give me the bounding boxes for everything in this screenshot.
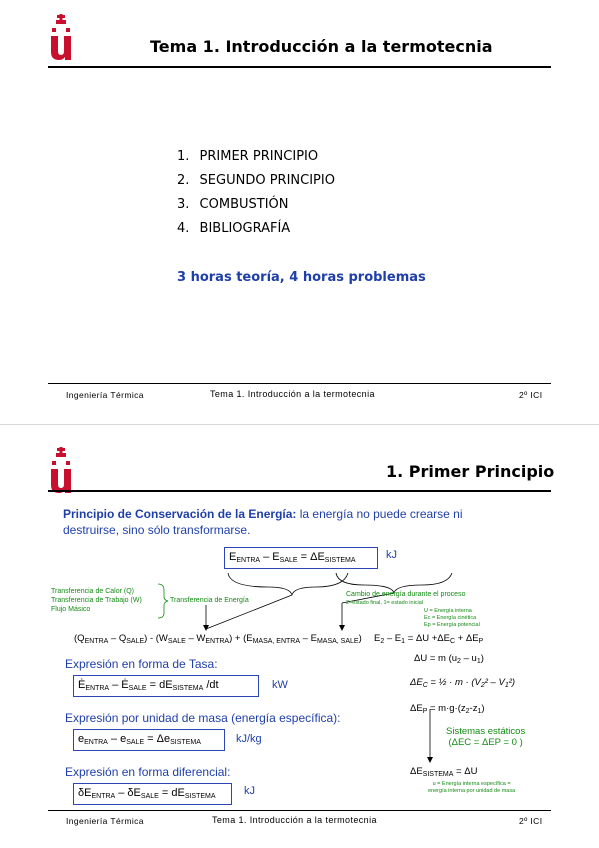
- rate-unit-label: kW: [272, 679, 288, 691]
- footer-rule: [48, 810, 551, 811]
- mass-unit-label: kJ/kg: [236, 733, 262, 745]
- principle-line-1: Principio de Conservación de la Energía: la energía no puede crearse ni: [63, 507, 463, 521]
- university-logo-icon: [48, 14, 74, 60]
- list-item: [177, 197, 289, 212]
- footer-left: Ingeniería Térmica: [66, 816, 144, 826]
- mass-form-label: Expresión por unidad de masa (energía específica):: [65, 711, 341, 725]
- list-item: [177, 149, 318, 164]
- delta-ec-equation: $\Delta E_C$ = ½ · $m \cdot (V_2^2 - V_1^2)$: [410, 677, 516, 689]
- header-rule: [48, 66, 551, 68]
- unit-label: kJ: [386, 549, 397, 561]
- delta-ep-equation: $\Delta E_P = m\cdot g\cdot(z_2-z_1)$: [410, 703, 485, 715]
- transfer-energy-label: Transferencia de Energía: [170, 597, 249, 604]
- slide-2: [0, 424, 599, 848]
- slide-1: [0, 0, 599, 423]
- page-title: 1. Primer Principio: [386, 462, 555, 481]
- footer-rule: [48, 383, 551, 384]
- footer-center: Tema 1. Introducción a la termotecnia: [210, 389, 375, 399]
- expanded-balance-equation: $(Q_{ENTRA} - Q_{SALE}) - (W_{SALE} - W_{ENTRA}) + (E_{MASA, ENTRA} - E_{MASA, SALE})$: [74, 633, 362, 645]
- list-label: COMBUSTIÓN: [199, 197, 289, 212]
- footer-right: 2º ICI: [519, 816, 543, 826]
- list-number: 3.: [177, 197, 190, 212]
- principle-line-2: destruirse, sino sólo transformarse.: [63, 523, 251, 537]
- rate-form-label: Expresión en forma de Tasa:: [65, 657, 218, 671]
- energy-definitions: U = Energía interna Ec = Energía cinética Ep = Energía potencial: [424, 608, 480, 628]
- delta-u-equation: ΔU = m $(u_2 - u_1)$: [414, 653, 484, 665]
- footer-left: Ingeniería Térmica: [66, 390, 144, 400]
- list-item: [177, 173, 335, 188]
- list-number: 4.: [177, 221, 190, 236]
- list-number: 2.: [177, 173, 190, 188]
- list-label: PRIMER PRINCIPIO: [199, 149, 319, 164]
- static-energy-equation: $\Delta E_{SISTEMA} = \Delta U$: [410, 766, 478, 778]
- hours-note: 3 horas teoría, 4 horas problemas: [177, 270, 426, 285]
- list-number: 1.: [177, 149, 190, 164]
- specific-energy-note: u = Energía interna específica = energía interna por unidad de masa: [428, 781, 516, 794]
- transfer-list: Transferencia de Calor (Q) Transferencia de Trabajo (W) Flujo Másico: [51, 588, 142, 613]
- footer-right: 2º ICI: [519, 390, 543, 400]
- mass-form-equation: $e_{ENTRA} - e_{SALE} = \Delta e_{SISTEMA}$: [78, 733, 201, 746]
- page-title: Tema 1. Introducción a la termotecnia: [150, 37, 493, 56]
- diff-form-label: Expresión en forma diferencial:: [65, 765, 231, 779]
- rate-form-equation: $Ė_{ENTRA}$ – $Ė_{SALE} = dE_{SISTEMA}$ /dt: [78, 679, 219, 692]
- energy-balance-equation: $E_{ENTRA} - E_{SALE} = \Delta E_{SISTEMA}$: [229, 551, 356, 564]
- change-sublabel: 2=estado final, 1= estado inicial: [346, 600, 424, 606]
- footer-center: Tema 1. Introducción a la termotecnia: [212, 815, 377, 825]
- static-systems-note: Sistemas estáticos (ΔEC = ΔEP = 0 ): [446, 726, 526, 748]
- list-label: SEGUNDO PRINCIPIO: [199, 173, 335, 188]
- change-label: Cambio de energía durante el proceso: [346, 591, 466, 598]
- diff-unit-label: kJ: [244, 785, 255, 797]
- list-item: [177, 221, 290, 236]
- diff-form-equation: $\delta E_{ENTRA} - \delta E_{SALE} = dE_{SISTEMA}$: [78, 787, 216, 800]
- list-label: BIBLIOGRAFÍA: [199, 221, 291, 236]
- delta-e-equation: $E_2 - E_1 = \Delta U +\Delta E_C + \Delta E_P$: [374, 633, 484, 645]
